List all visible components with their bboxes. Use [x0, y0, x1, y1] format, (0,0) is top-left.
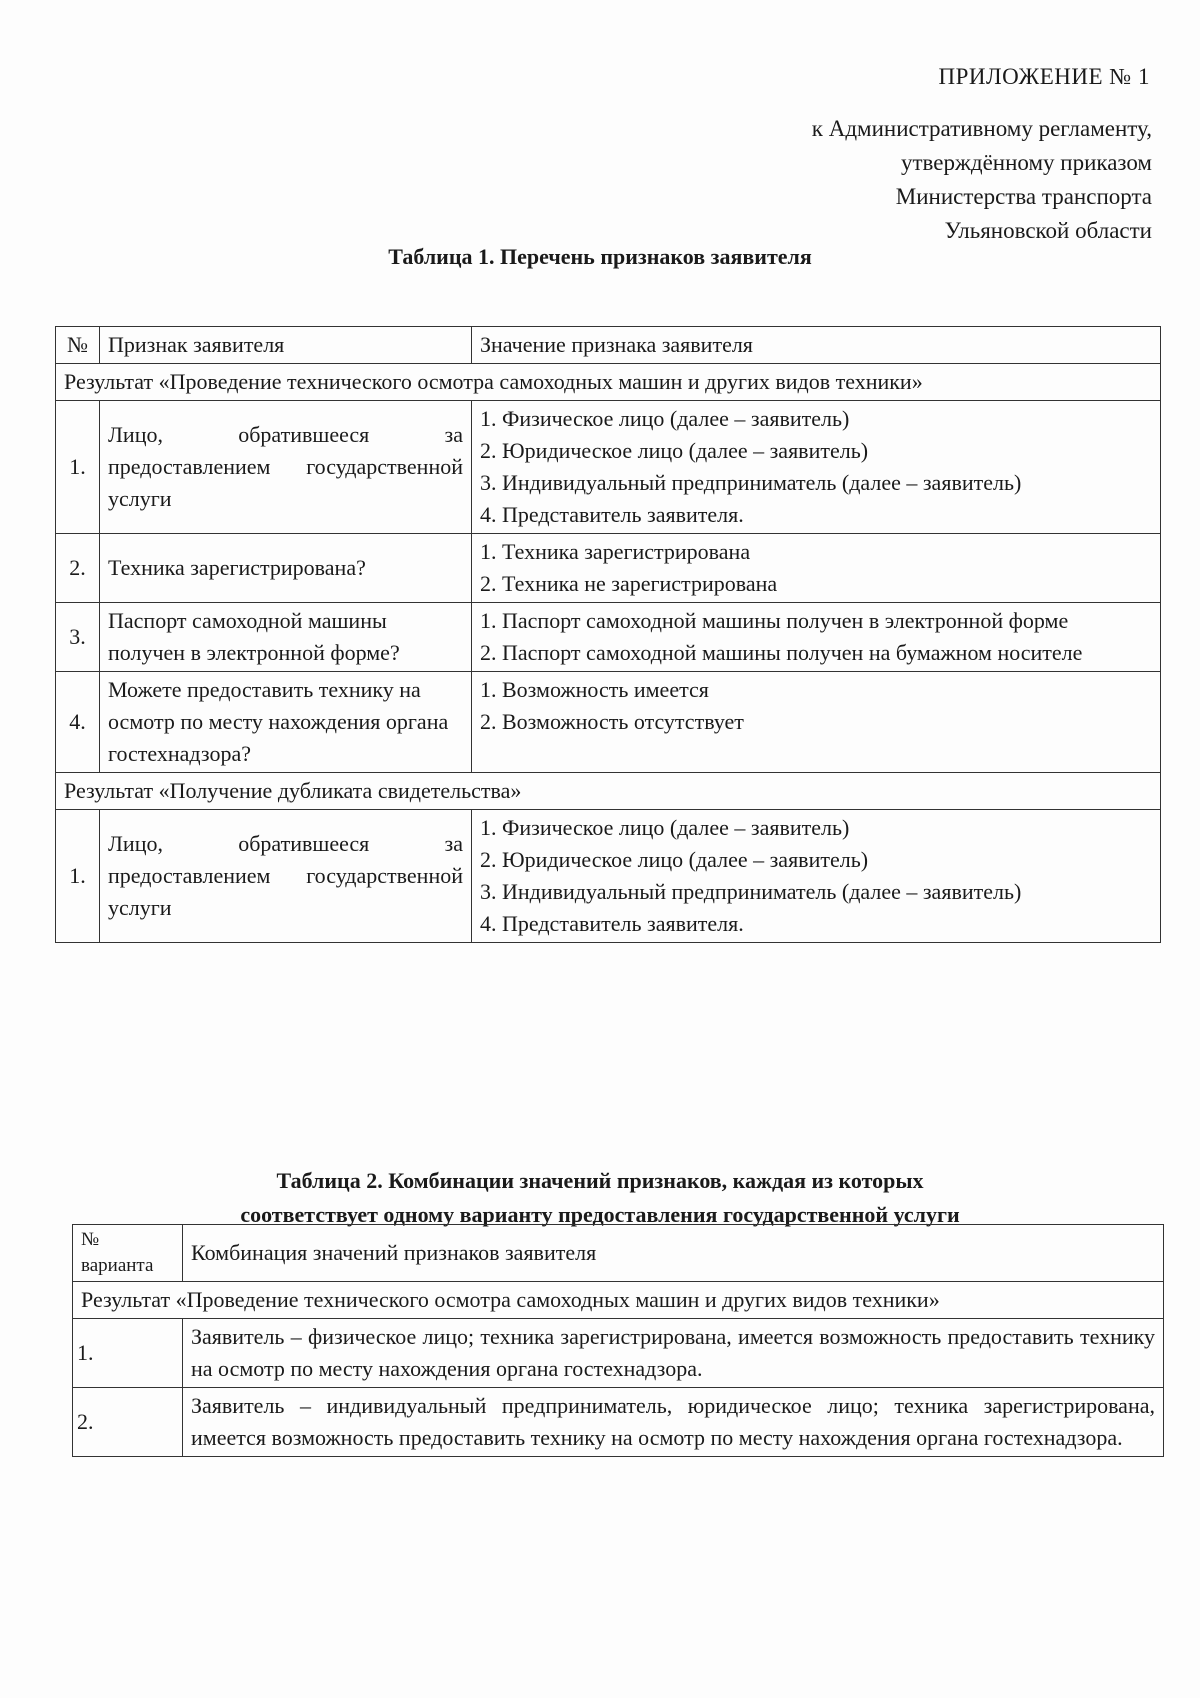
section-title: Результат «Проведение технического осмотра самоходных машин и других видов техники»	[73, 1282, 1164, 1319]
table1	[55, 326, 1161, 943]
approval-line: утверждённому приказом	[901, 150, 1152, 175]
combination-cell: Заявитель – индивидуальный предприниматель, юридическое лицо; техника зарегистрирована, имеется возможность предоставить технику на осмотр по месту нахождения органа гостехнадзора.	[183, 1388, 1164, 1457]
value-option: 4. Представитель заявителя.	[480, 502, 744, 527]
table-row	[73, 1388, 1164, 1457]
row-number: 3.	[56, 603, 100, 672]
value-option: 2. Юридическое лицо (далее – заявитель)	[480, 847, 869, 872]
approval-line: Ульяновской области	[944, 218, 1152, 243]
section-title: Результат «Проведение технического осмотра самоходных машин и других видов техники»	[56, 364, 1161, 401]
value-option: 1. Возможность имеется	[480, 677, 709, 702]
values-cell	[472, 672, 1161, 773]
table-row	[56, 603, 1161, 672]
table2	[72, 1224, 1164, 1457]
table-row	[73, 1319, 1164, 1388]
header-cell-combination: Комбинация значений признаков заявителя	[183, 1225, 1164, 1282]
variant-number: 2.	[73, 1388, 183, 1457]
value-option: 2. Паспорт самоходной машины получен на бумажном носителе	[480, 640, 1083, 665]
value-option: 1. Паспорт самоходной машины получен в электронной форме	[480, 608, 1069, 633]
value-option: 2. Техника не зарегистрирована	[480, 571, 778, 596]
feature-cell: Техника зарегистрирована?	[100, 534, 472, 603]
approval-line: Министерства транспорта	[895, 184, 1152, 209]
section-title: Результат «Получение дубликата свидетельства»	[56, 773, 1161, 810]
row-number: 4.	[56, 672, 100, 773]
approval-block	[812, 112, 1152, 248]
header-cell-value: Значение признака заявителя	[472, 327, 1161, 364]
appendix-title: ПРИЛОЖЕНИЕ № 1	[938, 64, 1150, 89]
header-cell-num: №	[56, 327, 100, 364]
table1-title: Таблица 1. Перечень признаков заявителя	[388, 244, 812, 269]
table-row	[56, 810, 1161, 943]
table2-header-row	[73, 1225, 1164, 1282]
feature-cell: Паспорт самоходной машины получен в электронной форме?	[100, 603, 472, 672]
feature-cell: Лицо, обратившееся за предоставлением государственной услуги	[100, 401, 472, 534]
feature-cell: Лицо, обратившееся за предоставлением государственной услуги	[100, 810, 472, 943]
row-number: 2.	[56, 534, 100, 603]
values-cell	[472, 534, 1161, 603]
value-option: 3. Индивидуальный предприниматель (далее – заявитель)	[480, 470, 1022, 495]
header-cell-variant: № варианта	[73, 1225, 183, 1282]
values-cell	[472, 401, 1161, 534]
variant-number: 1.	[73, 1319, 183, 1388]
table-row	[56, 672, 1161, 773]
approval-line: к Административному регламенту,	[811, 116, 1152, 141]
row-number: 1.	[56, 401, 100, 534]
section-row	[56, 773, 1161, 810]
value-option: 2. Возможность отсутствует	[480, 709, 744, 734]
value-option: 3. Индивидуальный предприниматель (далее – заявитель)	[480, 879, 1022, 904]
section-row	[56, 364, 1161, 401]
value-option: 1. Физическое лицо (далее – заявитель)	[480, 815, 850, 840]
table1-header-row	[56, 327, 1161, 364]
value-option: 4. Представитель заявителя.	[480, 911, 744, 936]
value-option: 2. Юридическое лицо (далее – заявитель)	[480, 438, 869, 463]
combination-cell: Заявитель – физическое лицо; техника зарегистрирована, имеется возможность предоставить технику на осмотр по месту нахождения органа гостехнадзора.	[183, 1319, 1164, 1388]
section-row	[73, 1282, 1164, 1319]
values-cell	[472, 810, 1161, 943]
table2-title-line: Таблица 2. Комбинации значений признаков, каждая из которых	[276, 1168, 924, 1193]
table-row	[56, 401, 1161, 534]
header-cell-feature: Признак заявителя	[100, 327, 472, 364]
feature-cell: Можете предоставить технику на осмотр по месту нахождения органа гостехнадзора?	[100, 672, 472, 773]
values-cell	[472, 603, 1161, 672]
value-option: 1. Физическое лицо (далее – заявитель)	[480, 406, 850, 431]
row-number: 1.	[56, 810, 100, 943]
value-option: 1. Техника зарегистрирована	[480, 539, 751, 564]
table2-title-line: соответствует одному варианту предоставления государственной услуги	[240, 1202, 960, 1227]
table2-title	[0, 1164, 1200, 1232]
table-row	[56, 534, 1161, 603]
